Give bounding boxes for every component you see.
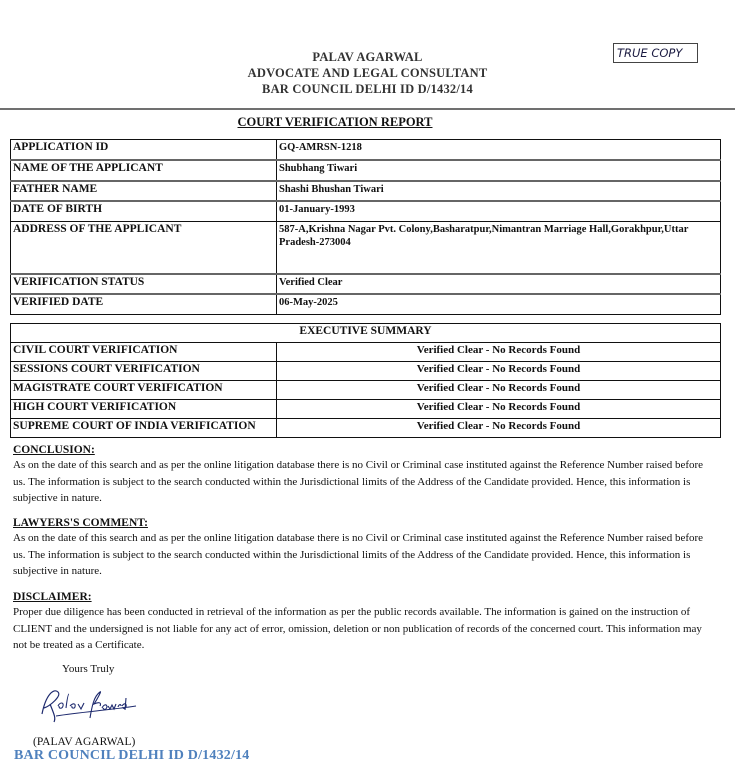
executive-summary-table <box>10 323 721 438</box>
table-row <box>11 274 721 295</box>
table-row <box>11 381 721 400</box>
field-value: Shubhang Tiwari <box>277 160 721 181</box>
table-row <box>11 419 721 438</box>
report-title: COURT VERIFICATION REPORT <box>237 115 433 129</box>
court-label: HIGH COURT VERIFICATION <box>11 400 277 419</box>
conclusion-text: As on the date of this search and as per the online litigation database there is no Civil or Criminal case instituted against the Reference Number raised before us. The information is subject to the search conducted within the Jurisdictional limits of the Address of the Candidate provided. Hence, this information is subjective in nature. <box>13 459 704 504</box>
table-row <box>11 362 721 381</box>
field-label: VERIFICATION STATUS <box>11 274 277 295</box>
field-label: VERIFIED DATE <box>11 294 277 315</box>
field-value: 587-A,Krishna Nagar Pvt. Colony,Basharatpur,Nimantran Marriage Hall,Gorakhpur,Uttar Pradesh-273004 <box>277 222 721 274</box>
lawyers-comment-text: As on the date of this search and as per the online litigation database there is no Civil or Criminal case instituted against the Reference Number raised before us. The information is subject to the search conducted within the Jurisdictional limits of the Address of the Candidate provided. Hence, this information is subjective in nature. <box>13 532 704 577</box>
table-row <box>11 181 721 202</box>
disclaimer-heading: DISCLAIMER: <box>13 591 92 603</box>
table-row <box>11 160 721 181</box>
disclaimer-text: Proper due diligence has been conducted in retrieval of the information as per the public records available. The information is gained on the instruction of CLIENT and the undersigned is not liable for any act of error, omission, deletion or non publication of records of the concerned court. This information may not be treated as a Certificate. <box>13 606 702 651</box>
field-label: NAME OF THE APPLICANT <box>11 160 277 181</box>
true-copy-stamp: TRUE COPY <box>613 43 698 63</box>
signatory-name: (PALAV AGARWAL) <box>33 736 136 748</box>
advocate-designation: ADVOCATE AND LEGAL CONSULTANT <box>247 66 488 80</box>
court-status: Verified Clear - No Records Found <box>277 362 721 381</box>
court-label: SUPREME COURT OF INDIA VERIFICATION <box>11 419 277 438</box>
court-label: MAGISTRATE COURT VERIFICATION <box>11 381 277 400</box>
field-value: Shashi Bhushan Tiwari <box>277 181 721 202</box>
field-value: Verified Clear <box>277 274 721 295</box>
court-status: Verified Clear - No Records Found <box>277 400 721 419</box>
signatory-bar-id: BAR COUNCIL DELHI ID D/1432/14 <box>14 748 250 763</box>
court-status: Verified Clear - No Records Found <box>277 343 721 362</box>
advocate-name: PALAV AGARWAL <box>312 50 423 64</box>
field-value: 01-January-1993 <box>277 201 721 222</box>
advocate-bar-id: BAR COUNCIL DELHI ID D/1432/14 <box>262 82 473 96</box>
header-divider <box>0 108 735 110</box>
lawyers-comment-section <box>13 516 713 580</box>
table-row <box>11 201 721 222</box>
table-row <box>11 400 721 419</box>
table-row <box>11 222 721 274</box>
field-label: DATE OF BIRTH <box>11 201 277 222</box>
court-status: Verified Clear - No Records Found <box>277 419 721 438</box>
conclusion-section <box>13 443 713 507</box>
table-row <box>11 140 721 161</box>
field-value: GQ-AMRSN-1218 <box>277 140 721 161</box>
closing-text: Yours Truly <box>62 663 115 675</box>
table-header-row <box>11 324 721 343</box>
court-label: SESSIONS COURT VERIFICATION <box>11 362 277 381</box>
field-label: ADDRESS OF THE APPLICANT <box>11 222 277 274</box>
court-status: Verified Clear - No Records Found <box>277 381 721 400</box>
field-label: FATHER NAME <box>11 181 277 202</box>
table-row <box>11 294 721 315</box>
disclaimer-section <box>13 590 713 654</box>
table-row <box>11 343 721 362</box>
field-label: APPLICATION ID <box>11 140 277 161</box>
conclusion-heading: CONCLUSION: <box>13 444 95 456</box>
lawyers-comment-heading: LAWYERS'S COMMENT: <box>13 517 148 529</box>
signature-image <box>36 684 140 728</box>
court-label: CIVIL COURT VERIFICATION <box>11 343 277 362</box>
field-value: 06-May-2025 <box>277 294 721 315</box>
applicant-info-table <box>10 139 721 315</box>
executive-summary-title: EXECUTIVE SUMMARY <box>11 324 721 343</box>
